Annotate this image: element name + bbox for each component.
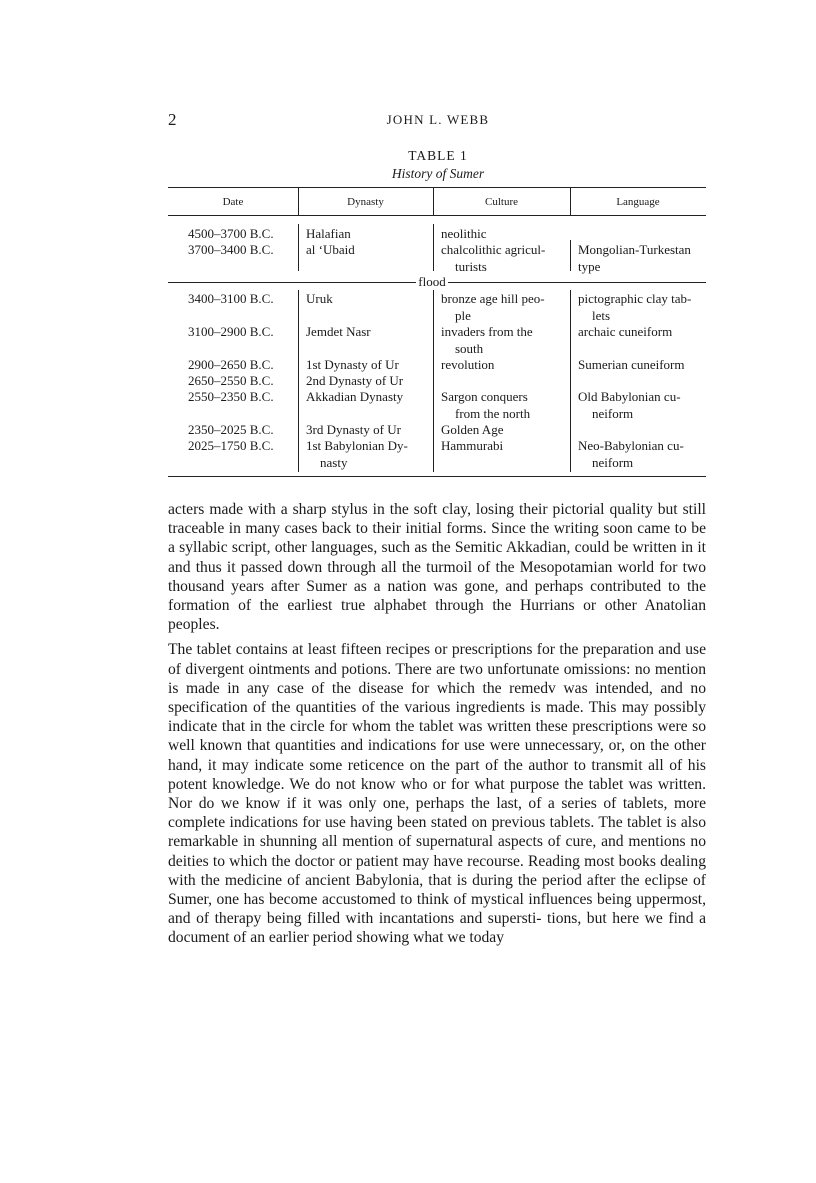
cell-line: Mongolian-Turkestan (578, 242, 691, 257)
cell-date: 3100–2900 B.C. (188, 324, 274, 339)
cell-line: nasty (320, 455, 348, 470)
table-top-rule (168, 187, 706, 188)
cell-line: neiform (592, 455, 634, 470)
cell-culture: neolithic (441, 226, 487, 241)
cell-culture: revolution (441, 357, 495, 372)
column-divider (298, 187, 299, 215)
cell-line: 1st Babylonian Dy- (306, 438, 408, 453)
column-divider (570, 290, 571, 472)
cell-line: Sargon conquers (441, 389, 528, 404)
table-bottom-rule (168, 476, 706, 477)
cell-dynasty: 2nd Dynasty of Ur (306, 373, 404, 388)
cell-date: 2650–2550 B.C. (188, 373, 274, 388)
cell-dynasty: 3rd Dynasty of Ur (306, 422, 401, 437)
cell-line: turists (455, 259, 487, 274)
cell-date: 3400–3100 B.C. (188, 291, 274, 306)
flood-label: flood (416, 275, 448, 289)
cell-dynasty (306, 437, 408, 471)
column-divider (298, 224, 299, 271)
cell-date: 2350–2025 B.C. (188, 422, 274, 437)
body-text (168, 500, 706, 948)
cell-dynasty: Uruk (306, 291, 333, 306)
paragraph: acters made with a sharp stylus in the soft clay, losing their pictorial quality but still traceable in many cases back to their initial forms. Since the writing soon came to be a syllabic script, other languages, such as the Semitic Akkadian, could be written in it and thus it passed down through all the turmoil of the Mesopotamian world for two thousand years after Sumer as a nation was gone, and perhaps contributed to the formation of the earliest true alphabet through the Hurrians or other Anatolian peoples. (168, 501, 706, 634)
cell-line: south (455, 341, 484, 356)
table-title: History of Sumer (391, 166, 485, 181)
cell-line: from the north (455, 406, 531, 421)
cell-date: 2550–2350 B.C. (188, 389, 274, 404)
page-number: 2 (168, 110, 177, 129)
column-divider (570, 187, 571, 215)
cell-language (578, 290, 691, 324)
cell-language: Sumerian cuneiform (578, 357, 685, 372)
cell-language (578, 241, 691, 275)
column-divider (433, 224, 434, 271)
cell-culture (441, 290, 545, 324)
cell-dynasty: Akkadian Dynasty (306, 389, 404, 404)
page-header (168, 110, 708, 132)
cell-line: ple (455, 308, 471, 323)
cell-culture (441, 241, 545, 275)
cell-dynasty: 1st Dynasty of Ur (306, 357, 399, 372)
cell-date: 4500–3700 B.C. (188, 226, 274, 241)
cell-line: type (578, 259, 601, 274)
cell-date: 2900–2650 B.C. (188, 357, 274, 372)
cell-line: Old Babylonian cu- (578, 389, 681, 404)
cell-culture (441, 388, 530, 422)
cell-culture: Golden Age (441, 422, 504, 437)
table-header-rule (168, 215, 706, 216)
cell-culture (441, 323, 533, 357)
cell-line: bronze age hill peo- (441, 291, 545, 306)
column-divider (570, 240, 571, 271)
paragraph: The tablet contains at least fifteen recipes or prescriptions for the preparation and use of divergent ointments and potions. There are two unfortunate omissions: no mention is made in any case of the disease for which the remedv was intended, and no specification of the quantities of the various ingredients is made. This may possibly indicate that in the circle for whom the tablet was written these prescriptions were so well known that quantities and indications for use were unnecessary, or, on the other hand, it may indicate some reticence on the part of the author to transmit all of his potent knowledge. We do not know who or for what purpose the tablet was written. Nor do we know if it was only one, perhaps the last, of a series of tablets, more complete indications for use having been stated on previous tablets. The tablet is also remarkable in shunning all mention of supernatural aspects of cure, and mentions no deities to which the doctor or patient may have recourse. Reading most books dealing with the medicine of ancient Babylonia, that is during the period after the eclipse of Sumer, one has become accustomed to think of mystical influences being uppermost, and of therapy being filled with incantations and supersti- tions, but here we find a document of an earlier period showing what we today (168, 641, 706, 947)
cell-culture: Hammurabi (441, 438, 504, 453)
cell-date: 3700–3400 B.C. (188, 242, 274, 257)
running-head: JOHN L. WEBB (386, 112, 490, 127)
cell-dynasty: Jemdet Nasr (306, 324, 371, 339)
column-divider (298, 290, 299, 472)
cell-line: chalcolithic agricul- (441, 242, 546, 257)
column-header-dynasty: Dynasty (347, 196, 384, 208)
cell-language: archaic cuneiform (578, 324, 673, 339)
cell-language (578, 437, 684, 471)
cell-date: 2025–1750 B.C. (188, 438, 274, 453)
cell-language (578, 388, 681, 422)
cell-line: pictographic clay tab- (578, 291, 692, 306)
cell-line: neiform (592, 406, 634, 421)
column-header-language: Language (616, 196, 660, 208)
column-divider (433, 187, 434, 215)
table-label: TABLE 1 (408, 148, 468, 163)
cell-dynasty: Halafian (306, 226, 351, 241)
cell-dynasty: al ‘Ubaid (306, 242, 355, 257)
column-divider (433, 290, 434, 472)
column-header-culture: Culture (485, 196, 518, 208)
column-header-date: Date (222, 196, 244, 208)
cell-line: invaders from the (441, 324, 533, 339)
cell-line: Neo-Babylonian cu- (578, 438, 684, 453)
cell-line: lets (592, 308, 611, 323)
